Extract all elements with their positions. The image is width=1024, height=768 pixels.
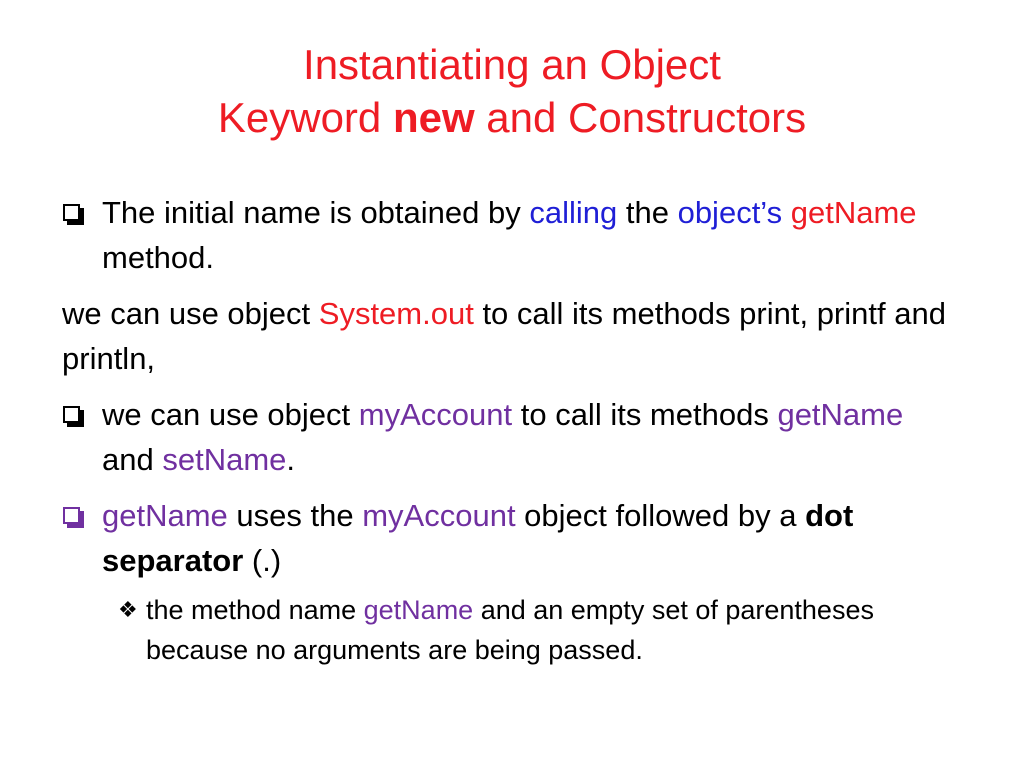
text: and xyxy=(102,442,163,477)
title-line-2 xyxy=(0,91,1024,144)
paragraph-system-out xyxy=(62,291,962,381)
checkbox-square-icon xyxy=(62,392,100,437)
four-diamond-icon: ❖ xyxy=(118,597,138,622)
emphasis-dot-separator: dot separator xyxy=(102,498,854,578)
text xyxy=(782,195,791,230)
highlight-system-out: System.out xyxy=(318,296,474,331)
text: the method name xyxy=(146,595,364,625)
highlight-objects: object’s xyxy=(677,195,783,230)
text: object followed by a xyxy=(515,498,806,533)
title-line-2-prefix: Keyword xyxy=(217,94,393,141)
highlight-getname: getName xyxy=(777,397,904,432)
checkbox-square-icon xyxy=(62,190,100,235)
text: . xyxy=(286,442,296,477)
bullet-initial-name xyxy=(62,190,962,280)
highlight-getname: getName xyxy=(363,595,474,625)
text: uses the xyxy=(227,498,363,533)
text: we can use object xyxy=(62,296,319,331)
highlight-myaccount: myAccount xyxy=(358,397,513,432)
title-line-2-suffix: and Constructors xyxy=(474,94,807,141)
text: the xyxy=(617,195,678,230)
bullet-myaccount-methods xyxy=(62,392,962,482)
highlight-setname: setName xyxy=(162,442,287,477)
title-line-1: Instantiating an Object xyxy=(303,41,721,88)
checkbox-square-icon xyxy=(62,493,100,538)
text: to call its methods xyxy=(512,397,778,432)
highlight-calling: calling xyxy=(529,195,618,230)
text: The initial name is obtained by xyxy=(102,195,530,230)
text: to call its methods print, printf and println, xyxy=(62,296,946,376)
text: (.) xyxy=(243,543,282,578)
text: method. xyxy=(102,240,215,275)
highlight-getname: getName xyxy=(790,195,917,230)
slide-title xyxy=(0,38,1024,144)
highlight-getname: getName xyxy=(102,498,228,533)
text: and an empty set of parentheses because no arguments are being passed. xyxy=(146,595,874,665)
highlight-myaccount: myAccount xyxy=(362,498,516,533)
slide-body xyxy=(62,190,962,670)
sub-bullet-method-name xyxy=(62,590,962,670)
bullet-dot-separator xyxy=(62,493,962,583)
text: we can use object xyxy=(102,397,359,432)
title-keyword-new: new xyxy=(392,94,475,141)
